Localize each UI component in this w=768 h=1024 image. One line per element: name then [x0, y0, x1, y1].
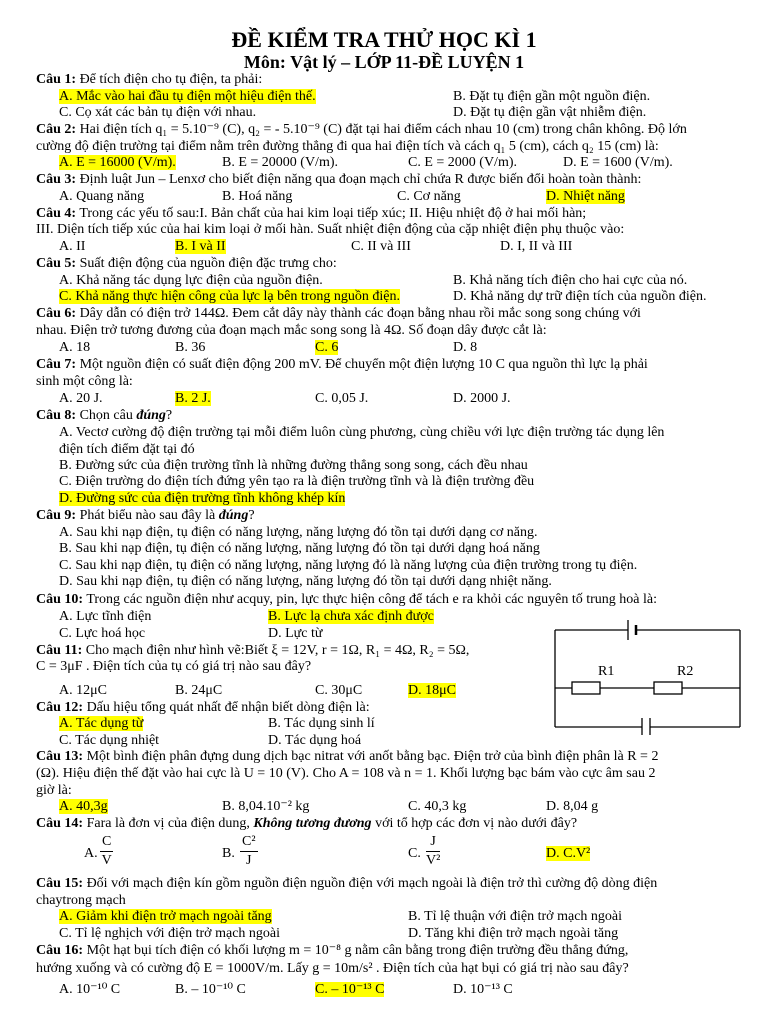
q14-option-a-fraction: [100, 833, 113, 870]
q13-option-a-text: A. 40,3g: [59, 799, 108, 814]
q1-option-d: D. Đặt tụ điện gần vật nhiễm điện.: [453, 105, 647, 120]
question-16-label: Câu 16:: [36, 943, 84, 958]
question-6: [36, 306, 641, 322]
question-13-text-line2: (Ω). Hiệu điện thế đặt vào hai cực là U = 10 (V). Cho A = 108 và n = 1. Khối lượng bạc bám vào cực âm sau 2: [36, 766, 656, 781]
q1-option-c: C. Cọ xát các bản tụ điện với nhau.: [59, 105, 257, 120]
question-9-text: Phát biểu nào sau đây là: [79, 508, 219, 523]
q12-option-c: C. Tác dụng nhiệt: [59, 733, 160, 748]
q12-option-b: B. Tác dụng sinh lí: [268, 716, 375, 731]
q7-option-b-text: B. 2 J.: [175, 391, 211, 406]
q5-option-c-text: C. Khả năng thực hiện công của lực lạ bên trong nguồn điện.: [59, 289, 400, 304]
question-15: [36, 876, 657, 892]
resistor-r2-label: R2: [677, 664, 694, 679]
q4-option-b-text: B. I và II: [175, 239, 226, 254]
question-9-label: Câu 9:: [36, 508, 77, 523]
question-5-text: Suất điện động của nguồn điện đặc trưng cho:: [79, 256, 337, 271]
question-7: [36, 357, 648, 373]
q8-option-d-text: D. Đường sức của điện trường tĩnh không khép kín: [59, 491, 346, 506]
q9-option-b: B. Sau khi nạp điện, tụ điện có năng lượng, năng lượng đó tồn tại dưới dạng hoá năng: [59, 541, 540, 556]
question-14: [36, 816, 577, 832]
q15-option-d: D. Tăng khi điện trở mạch ngoài tăng: [408, 926, 619, 941]
question-9-emphasis: đúng: [218, 508, 249, 523]
question-9: [36, 508, 255, 524]
question-12-label: Câu 12:: [36, 700, 84, 715]
question-5: [36, 256, 337, 272]
q4-option-b: [175, 239, 226, 255]
q14-option-b-prefix: B.: [222, 846, 235, 861]
q2-option-d: D. E = 1600 (V/m).: [563, 155, 673, 170]
q4-option-c: C. II và III: [351, 239, 411, 254]
question-9-end: ?: [248, 508, 255, 523]
q7-option-a: A. 20 J.: [59, 391, 103, 406]
q11-option-c: C. 30μC: [315, 683, 363, 698]
question-10-text: Trong các nguồn điện như acquy, pin, lực thực hiện công để tách e ra khỏi các nguyên tố trung hoà là:: [86, 592, 657, 607]
q9-option-d: D. Sau khi nạp điện, tụ điện có năng lượng, năng lượng đó tồn tại dưới dạng nhiệt năng.: [59, 574, 552, 589]
question-10: [36, 592, 657, 608]
question-11-text-line1: Cho mạch điện như hình vẽ:Biết ξ = 12V, r = 1Ω, R₁ = 4Ω, R₂ = 5Ω,: [85, 643, 470, 658]
q7-option-c: C. 0,05 J.: [315, 391, 369, 406]
q14-option-d: [546, 846, 590, 862]
q1-option-b: B. Đặt tụ điện gần một nguồn điện.: [453, 89, 651, 104]
q14-option-c-fraction: [426, 833, 440, 870]
q11-option-d-text: D. 18μC: [408, 683, 456, 698]
q14-option-b-denominator: J: [246, 853, 252, 868]
question-3-text: Định luật Jun – Lenxơ cho biết điện năng qua đoạn mạch chỉ chứa R được biến đổi hoàn toàn thành:: [79, 172, 642, 187]
q13-option-c: C. 40,3 kg: [408, 799, 467, 814]
question-11-text-line2: C = 3μF . Điện tích của tụ có giá trị nào sau đây?: [36, 659, 312, 674]
q6-option-b: B. 36: [175, 340, 206, 355]
q15-option-a-text: A. Giảm khi điện trở mạch ngoài tăng: [59, 909, 272, 924]
question-4-text-line2: III. Diện tích tiếp xúc của hai kim loại ở mối hàn. Suất nhiệt điện động của cặp nhiệt điện phụ thuộc vào:: [36, 222, 625, 237]
question-4: [36, 206, 586, 222]
q10-option-c: C. Lực hoá học: [59, 626, 146, 641]
q5-option-b: B. Khả năng tích điện cho hai cực của nó.: [453, 273, 688, 288]
q6-option-d: D. 8: [453, 340, 478, 355]
question-8-end: ?: [165, 408, 173, 423]
question-4-text-line1: Trong các yếu tố sau:I. Bản chất của hai kim loại tiếp xúc; II. Hiệu nhiệt độ ở hai mối hàn;: [79, 206, 587, 221]
q10-option-a: A. Lực tĩnh điện: [59, 609, 152, 624]
question-7-label: Câu 7:: [36, 357, 77, 372]
q6-option-c-text: C. 6: [315, 340, 339, 355]
q2-option-c: C. E = 2000 (V/m).: [408, 155, 517, 170]
q14-option-b-numerator: C²: [240, 833, 258, 852]
q7-option-d: D. 2000 J.: [453, 391, 511, 406]
q14-option-a-prefix: A.: [84, 846, 98, 861]
question-14-label: Câu 14:: [36, 816, 84, 831]
question-8-emphasis: đúng: [136, 408, 166, 423]
q1-option-a: [59, 89, 316, 105]
q4-option-d: D. I, II và III: [500, 239, 573, 254]
q6-option-a: A. 18: [59, 340, 91, 355]
question-2-label: Câu 2:: [36, 122, 77, 137]
q8-option-b: B. Đường sức của điện trường tĩnh là những đường thẳng song song, cách đều nhau: [59, 458, 528, 473]
question-3-label: Câu 3:: [36, 172, 77, 187]
q5-option-a: A. Khả năng tác dụng lực điện của nguồn điện.: [59, 273, 323, 288]
q16-option-b: B. – 10⁻¹⁰ C: [175, 982, 246, 997]
q8-option-a-line1: A. Vectơ cường độ điện trường tại mỗi điểm luôn cùng phương, cùng chiều với lực điện trường tác dụng lên: [59, 425, 665, 440]
question-16: [36, 943, 628, 959]
resistor-r1: [572, 682, 600, 694]
q16-option-c: [315, 982, 384, 998]
question-13-label: Câu 13:: [36, 749, 84, 764]
question-15-label: Câu 15:: [36, 876, 84, 891]
question-12: [36, 700, 370, 716]
q16-option-c-text: C. – 10⁻¹³ C: [315, 982, 385, 997]
q14-option-c-prefix: C.: [408, 846, 421, 861]
question-2-text-line2: cường độ điện trường tại điểm nằm trên đường thẳng đi qua hai điện tích và cách q₁ 5 (cm), cách q₂ 15 (cm) là:: [36, 139, 659, 154]
q3-option-b: B. Hoá năng: [222, 189, 293, 204]
question-2-text-line1: Hai điện tích q₁ = 5.10⁻⁹ (C), q₂ = - 5.10⁻⁹ (C) đặt tại hai điểm cách nhau 10 (cm) trong chân không. Độ lớn: [79, 122, 687, 137]
question-16-text-line1: Một hạt bụi tích điện có khối lượng m = 10⁻⁸ g nằm cân bằng trong điện trường đều thẳng đứng,: [86, 943, 629, 958]
question-1-text: Để tích điện cho tụ điện, ta phải:: [79, 72, 263, 87]
question-2: [36, 122, 687, 138]
q13-option-a: [59, 799, 108, 815]
question-13-text-line1: Một bình điện phân đựng dung dịch bạc nitrat với anốt bằng bạc. Điện trở của bình điện phân là R = 2: [86, 749, 659, 764]
q12-option-d: D. Tác dụng hoá: [268, 733, 362, 748]
question-8: [36, 408, 172, 424]
question-11-label: Câu 11:: [36, 643, 83, 658]
q11-option-d: [408, 683, 456, 699]
q14-option-a-denominator: V: [101, 853, 112, 868]
question-6-text-line1: Dây dẫn có điện trở 144Ω. Đem cắt dây này thành các đoạn bằng nhau rồi mắc song song chúng với: [79, 306, 641, 321]
question-1-label: Câu 1:: [36, 72, 77, 87]
question-14-emphasis: Không tương đương: [253, 816, 372, 831]
q8-option-a-line2: điện tích điểm đặt tại đó: [59, 442, 195, 457]
question-7-text-line2: sinh một công là:: [36, 374, 133, 389]
question-16-text-line2: hướng xuống và có cường độ E = 1000V/m. Lấy g = 10m/s² . Điện tích của hạt bụi có giá trị nào sau đây?: [36, 961, 629, 976]
q14-option-c-denominator: V²: [426, 853, 441, 868]
question-13: [36, 749, 658, 765]
q14-option-d-text: D. C.V²: [546, 846, 591, 861]
q12-option-a: [59, 716, 143, 732]
question-1: [36, 72, 262, 88]
exam-title: ĐỀ KIỂM TRA THỬ HỌC KÌ 1: [231, 27, 537, 52]
question-8-label: Câu 8:: [36, 408, 77, 423]
question-3: [36, 172, 641, 188]
q14-option-c-numerator: J: [426, 833, 440, 852]
q5-option-d: D. Khả năng dự trữ điện tích của nguồn điện.: [453, 289, 707, 304]
q16-option-d: D. 10⁻¹³ C: [453, 982, 513, 997]
q15-option-a: [59, 909, 272, 925]
q10-option-b-text: B. Lực lạ chưa xác định được: [268, 609, 434, 624]
question-6-label: Câu 6:: [36, 306, 77, 321]
question-5-label: Câu 5:: [36, 256, 77, 271]
q7-option-b: [175, 391, 211, 407]
q4-option-a: A. II: [59, 239, 86, 254]
question-8-text: Chọn câu: [79, 408, 137, 423]
q14-option-a-numerator: C: [100, 833, 113, 852]
q6-option-c: [315, 340, 338, 356]
resistor-r2: [654, 682, 682, 694]
q11-option-b: B. 24μC: [175, 683, 223, 698]
q13-option-d: D. 8,04 g: [546, 799, 599, 814]
question-7-text-line1: Một nguồn điện có suất điện động 200 mV. Để chuyển một điện lượng 10 C qua nguồn thì lực lạ phải: [79, 357, 648, 372]
q10-option-d: D. Lực từ: [268, 626, 323, 641]
q3-option-c: C. Cơ năng: [397, 189, 461, 204]
resistor-r1-label: R1: [598, 664, 615, 679]
q9-option-c: C. Sau khi nạp điện, tụ điện có năng lượng, năng lượng đó là năng lượng của điện trường trong tụ điện.: [59, 558, 638, 573]
q13-option-b: B. 8,04.10⁻² kg: [222, 799, 310, 814]
q8-option-c: C. Điện trường do điện tích đứng yên tạo ra là điện trường tĩnh và là điện trường đều: [59, 474, 535, 489]
q15-option-c: C. Tỉ lệ nghịch với điện trở mạch ngoài: [59, 926, 281, 941]
q5-option-c: [59, 289, 400, 305]
question-6-text-line2: nhau. Điện trở tương đương của đoạn mạch mắc song song là 4Ω. Số đoạn dây được cắt là:: [36, 323, 547, 338]
q11-option-a: A. 12μC: [59, 683, 107, 698]
q10-option-b: [268, 609, 434, 625]
question-4-label: Câu 4:: [36, 206, 77, 221]
q3-option-a: A. Quang năng: [59, 189, 145, 204]
question-12-text: Dấu hiệu tổng quát nhất để nhận biết dòng điện là:: [86, 700, 370, 715]
q15-option-b: B. Tỉ lệ thuận với điện trở mạch ngoài: [408, 909, 623, 924]
q16-option-a: A. 10⁻¹⁰ C: [59, 982, 121, 997]
q3-option-d: [546, 189, 625, 205]
question-10-label: Câu 10:: [36, 592, 84, 607]
q2-option-a: [59, 155, 176, 171]
circuit-diagram: [550, 615, 750, 735]
q1-option-a-text: A. Mắc vào hai đầu tụ điện một hiệu điện thế.: [59, 89, 316, 104]
q9-option-a: A. Sau khi nạp điện, tụ điện có năng lượng, năng lượng đó tồn tại dưới dạng cơ năng.: [59, 525, 538, 540]
q3-option-d-text: D. Nhiệt năng: [546, 189, 625, 204]
q8-option-d: [59, 491, 345, 507]
q14-option-b-fraction: [240, 833, 258, 870]
q2-option-b: B. E = 20000 (V/m).: [222, 155, 338, 170]
q12-option-a-text: A. Tác dụng từ: [59, 716, 144, 731]
question-11: [36, 643, 469, 659]
q2-option-a-text: A. E = 16000 (V/m).: [59, 155, 176, 170]
question-14-end: với tổ hợp các đơn vị nào dưới đây?: [371, 816, 578, 831]
exam-subtitle: Môn: Vật lý – LỚP 11-ĐỀ LUYỆN 1: [243, 52, 525, 72]
question-15-text-line1: Đối với mạch điện kín gồm nguồn điện nguồn điện với mạch ngoài là điện trở thì cường độ dòng điện: [86, 876, 658, 891]
question-14-text: Fara là đơn vị của điện dung,: [86, 816, 254, 831]
question-15-text-line2: chaytrong mạch: [36, 893, 126, 908]
question-13-text-line3: giờ là:: [36, 783, 72, 798]
